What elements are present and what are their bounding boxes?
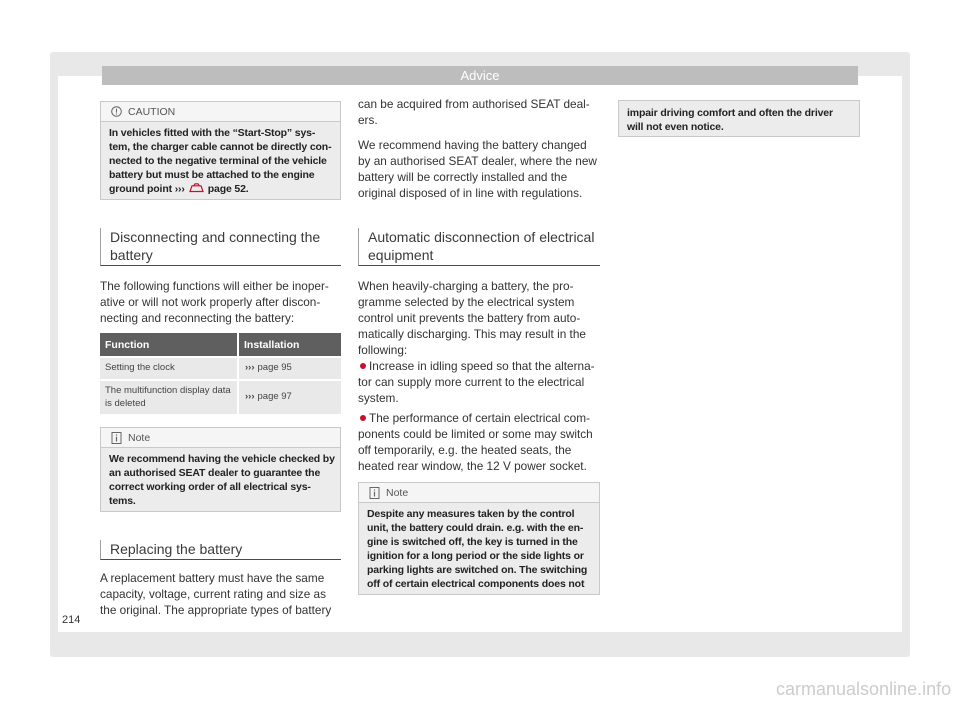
- table-cell-function: [100, 358, 237, 379]
- watermark: carmanualsonline.info: [776, 679, 952, 699]
- paragraph-replacing-2: [358, 137, 600, 201]
- caution-label: CAUTION: [128, 105, 176, 118]
- text-line: ponents could be limited or some may switch: [358, 427, 593, 441]
- text-line: necting and reconnecting the battery:: [100, 311, 295, 325]
- text-line: Replacing the battery: [110, 541, 243, 557]
- text-line: Disconnecting and connecting the: [110, 229, 321, 245]
- caution-text: [101, 122, 340, 199]
- page-number: 214: [62, 614, 81, 626]
- caution-reference-line: [109, 182, 332, 196]
- heading-lines: [368, 228, 600, 264]
- text-line: tems.: [109, 495, 136, 507]
- text-line: The multifunction display data: [105, 385, 231, 396]
- note-text: [359, 503, 599, 594]
- note-box-vehicle-check: [100, 427, 341, 512]
- text-line: capacity, voltage, current rating and size as: [100, 587, 327, 601]
- bullet-item: [358, 410, 600, 474]
- paragraph-replacing-1-continued: [358, 96, 600, 128]
- reference-arrow: ›››: [245, 391, 255, 403]
- text-line: gine is switched off, the key is turned in the: [367, 536, 578, 548]
- info-icon: [369, 487, 380, 499]
- info-icon: [111, 432, 122, 444]
- note-header: [101, 428, 340, 448]
- text-line: unit, the battery could drain. e.g. with the en-: [367, 522, 584, 534]
- reference-arrow: ›››: [245, 362, 255, 374]
- text-line: will not even notice.: [627, 121, 724, 133]
- caution-header: [101, 102, 340, 122]
- bullet-icon: [360, 363, 366, 369]
- page-reference-icon[interactable]: [189, 183, 204, 193]
- text-line: tor can supply more current to the electrical: [358, 375, 585, 389]
- functions-table: [100, 333, 341, 414]
- text-line: correct working order of all electrical sys-: [109, 481, 311, 493]
- bullet-icon: [360, 415, 366, 421]
- paragraph-lines: [100, 570, 342, 618]
- page-reference-link[interactable]: page 97: [257, 391, 292, 403]
- bullet-item: [358, 358, 600, 406]
- note-lines: [627, 106, 851, 134]
- heading-lines: [110, 228, 341, 264]
- page-reference-link[interactable]: page 95: [257, 362, 292, 374]
- paragraph-lines: [100, 278, 342, 326]
- text-line: off temporarily, e.g. the heated seats, the: [358, 443, 572, 457]
- paragraph-automatic-intro: [358, 278, 600, 358]
- section-title: Advice: [460, 68, 500, 83]
- text-line: The performance of certain electrical com-: [369, 411, 590, 425]
- text-line: original disposed of in line with regulations.: [358, 186, 583, 200]
- text-line: battery but must be attached to the engine: [109, 169, 315, 181]
- paragraph-disconnecting-intro: [100, 278, 342, 326]
- note-box-battery-drain-continued: [618, 100, 860, 137]
- bullet-lines: [358, 358, 600, 406]
- note-header: [359, 483, 599, 503]
- note-lines: [367, 507, 591, 591]
- table-cell-installation[interactable]: [239, 381, 341, 414]
- note-label: Note: [386, 486, 409, 499]
- text-line: Automatic disconnection of electrical: [368, 229, 595, 245]
- text-line: the original. The appropriate types of battery: [100, 603, 332, 617]
- table-header-installation: Installation: [239, 333, 341, 356]
- caution-icon: [111, 106, 122, 117]
- paragraph-lines: [358, 137, 600, 201]
- text-line: The following functions will either be inoper-: [100, 279, 329, 293]
- text-line: off of certain electrical components does not: [367, 578, 585, 590]
- caution-lines: [109, 126, 332, 182]
- heading-lines: [110, 540, 341, 558]
- bullet-lines: [358, 410, 600, 474]
- paragraph-replacing-1: [100, 570, 342, 618]
- text-line: When heavily-charging a battery, the pro-: [358, 279, 574, 293]
- text-line: Increase in idling speed so that the alterna-: [369, 359, 595, 373]
- text-line: an authorised SEAT dealer to guarantee the: [109, 467, 321, 479]
- text-line: Despite any measures taken by the control: [367, 508, 575, 520]
- text-line: gramme selected by the electrical system: [358, 295, 575, 309]
- heading-disconnecting: [100, 228, 341, 266]
- text-line: We recommend having the battery changed: [358, 138, 587, 152]
- text-line: system.: [358, 391, 399, 405]
- heading-automatic-disconnection: [358, 228, 600, 266]
- note-label: Note: [128, 431, 151, 444]
- caution-reference-prefix: ground point ›››: [109, 183, 185, 195]
- text-line: parking lights are switched on. The switching: [367, 564, 588, 576]
- text-line: ignition for a long period or the side lights or: [367, 550, 584, 562]
- table-header-function: Function: [100, 333, 237, 356]
- caution-box: [100, 101, 341, 200]
- section-header-bar: [102, 66, 858, 85]
- text-line: by an authorised SEAT dealer, where the new: [358, 154, 597, 168]
- text-line: heated rear window, the 12 V power socket.: [358, 459, 587, 473]
- note-box-battery-drain: [358, 482, 600, 595]
- text-line: control unit prevents the battery from auto-: [358, 311, 581, 325]
- heading-replacing: [100, 540, 341, 560]
- text-line: following:: [358, 343, 408, 357]
- text-line: battery: [110, 247, 153, 263]
- note-lines: [109, 452, 335, 508]
- text-line: battery will be correctly installed and the: [358, 170, 568, 184]
- table-cell-installation[interactable]: [239, 358, 341, 379]
- note-text: [619, 101, 859, 136]
- text-line: ative or will not work properly after discon-: [100, 295, 321, 309]
- table-cell-function: [100, 381, 237, 414]
- text-line: In vehicles fitted with the “Start-Stop” sys-: [109, 127, 316, 139]
- text-line: tem, the charger cable cannot be directly con-: [109, 141, 332, 153]
- text-line: matically discharging. This may result in the: [358, 327, 586, 341]
- text-line: is deleted: [105, 397, 146, 409]
- text-line: We recommend having the vehicle checked by: [109, 453, 335, 465]
- text-line: ers.: [358, 113, 378, 127]
- text-line: nected to the negative terminal of the vehicle: [109, 155, 327, 167]
- page-reference-link[interactable]: page 52.: [207, 183, 249, 195]
- text-line: impair driving comfort and often the driver: [627, 107, 833, 119]
- note-text: [101, 448, 340, 511]
- text-line: A replacement battery must have the same: [100, 571, 325, 585]
- text-line: Setting the clock: [105, 362, 175, 374]
- text-line: can be acquired from authorised SEAT deal-: [358, 97, 590, 111]
- paragraph-lines: [358, 278, 600, 358]
- paragraph-lines: [358, 96, 600, 128]
- text-line: equipment: [368, 247, 434, 263]
